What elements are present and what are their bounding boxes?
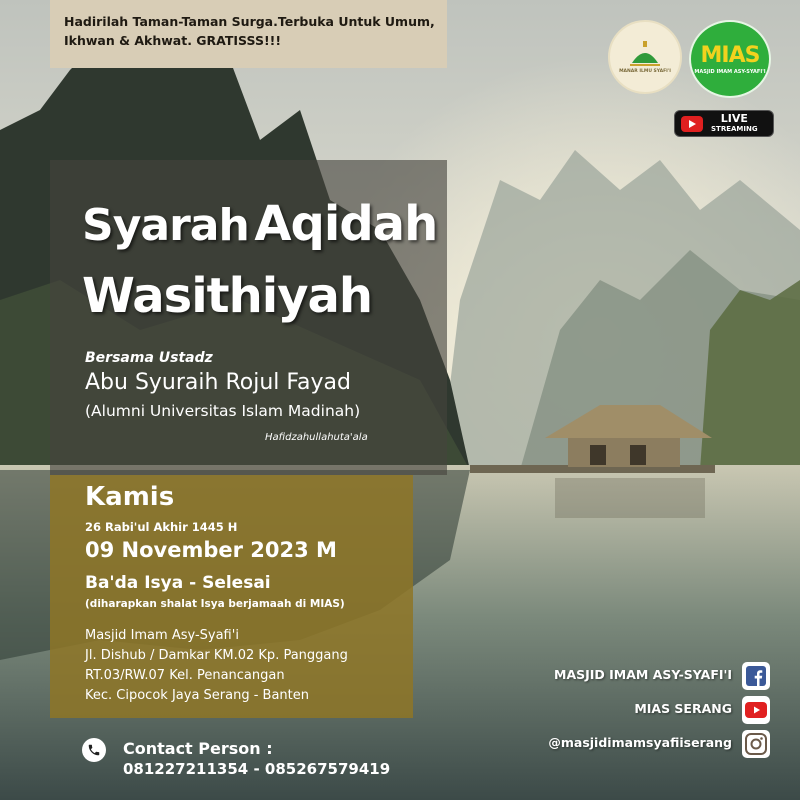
banner-line-2: Ikhwan & Akhwat. GRATISSS!!! [64,33,282,48]
mias-logo [689,20,771,98]
gregorian-date: 09 November 2023 M [85,538,337,562]
speaker-alumni: (Alumni Universitas Islam Madinah) [85,402,361,420]
title-word-syarah: Syarah [82,200,249,251]
event-title-line-2: Wasithiyah [82,268,373,324]
contact-numbers: 081227211354 - 085267579419 [123,760,391,778]
speaker-honorific: Hafidzahullahuta'ala [265,432,368,443]
phone-icon [82,738,106,762]
youtube-icon[interactable] [742,696,770,724]
venue-address-3: Kec. Cipocok Jaya Serang - Banten [85,688,310,703]
banner-line-1: Hadirilah Taman-Taman Surga.Terbuka Untuk Umum, [64,14,435,29]
live-streaming-badge [674,110,774,137]
speaker-intro: Bersama Ustadz [85,350,213,366]
youtube-play-icon [681,116,703,132]
invitation-banner [50,0,447,68]
contact-label: Contact Person : [123,739,273,758]
mosque-dome-icon [628,41,662,67]
event-title-line-1 [82,196,437,252]
mias-logo-text: MIAS [700,43,760,68]
venue-address-2: RT.03/RW.07 Kel. Penancangan [85,668,285,683]
phone-glyph-icon [87,743,101,757]
venue-address-1: Jl. Dishub / Damkar KM.02 Kp. Panggang [85,648,348,663]
instagram-handle[interactable]: @masjidimamsyafiiserang [548,735,732,750]
hijri-date: 26 Rabi'ul Akhir 1445 H [85,520,238,534]
facebook-glyph-icon [746,666,766,686]
youtube-glyph-icon [745,702,767,718]
venue-name: Masjid Imam Asy-Syafi'i [85,628,239,643]
mosque-logo-caption: MANAR ILMU SYAFI'I [619,68,671,74]
mosque-logo [608,20,682,94]
title-word-aqidah: Aqidah [254,196,438,252]
facebook-handle[interactable]: MASJID IMAM ASY-SYAFI'I [554,667,732,682]
mias-logo-subtitle: MASJID IMAM ASY-SYAFI'I [694,69,766,75]
facebook-icon[interactable] [742,662,770,690]
streaming-label: STREAMING [711,124,758,133]
instagram-glyph-icon [745,733,767,755]
event-time: Ba'da Isya - Selesai [85,573,271,593]
live-label: LIVE [720,111,748,125]
instagram-icon[interactable] [742,730,770,758]
event-note: (diharapkan shalat Isya berjamaah di MIAS) [85,598,345,610]
event-day: Kamis [85,482,175,512]
youtube-handle[interactable]: MIAS SERANG [634,701,732,716]
speaker-name: Abu Syuraih Rojul Fayad [85,370,351,395]
